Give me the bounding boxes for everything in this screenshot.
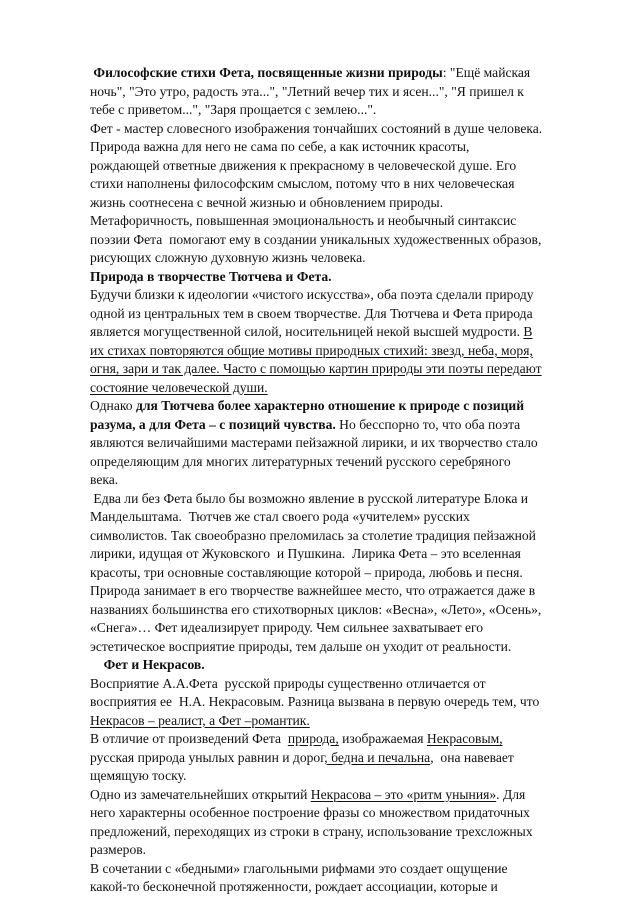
text-line (90, 841, 590, 860)
text-line (90, 675, 590, 694)
text-line (90, 490, 590, 509)
text-line (90, 656, 590, 675)
text-line (90, 360, 590, 379)
underlined-text-run: Некрасов – реалист, а Фет –романтик. (90, 712, 310, 728)
text-run: Природа занимает в его творчестве важнейшее место, что отражается даже в (90, 583, 536, 598)
text-line (90, 305, 590, 324)
text-line (90, 83, 590, 102)
text-run: эстетическое восприятие природы, тем дальше он уходит от реальности. (90, 638, 512, 654)
bold-text-run: для Тютчева более характерно отношение к природе с позиций (135, 398, 525, 413)
text-run: рисующих сложную духовную жизнь человека. (90, 250, 366, 265)
underlined-text-run: их стихах повторяются общие мотивы природных стихий: звезд, неба, моря, (90, 342, 533, 358)
bold-text-run: Философские стихи Фета, посвященные жизни природы (90, 65, 443, 80)
text-run: лирики, идущая от Жуковского и Пушкина. Лирика Фета – это вселенная (90, 546, 521, 561)
text-line (90, 767, 590, 786)
bold-text-run: Природа в творчестве Тютчева и Фета. (90, 268, 332, 284)
text-line (90, 286, 590, 305)
text-run: Фет - мастер словесного изображения тончайших состояний в душе человека. (90, 120, 543, 136)
bold-text-run: Фет и Некрасов. (90, 657, 205, 672)
text-run: названиях большинства его стихотворных циклов: «Весна», «Лето», «Осень», (90, 601, 542, 617)
text-run: него характерны особенное построение фразы со множеством придаточных (90, 805, 530, 820)
text-line (90, 120, 590, 139)
text-line (90, 730, 590, 749)
text-line (90, 342, 590, 361)
text-run: Однако (90, 398, 136, 413)
text-run: «Снега»… Фет идеализирует природу. Чем сильнее захватывает его (90, 620, 484, 635)
text-line (90, 434, 590, 453)
underlined-text-run: огня, зари и так далее. Часто с помощью картин природы эти поэты передают (90, 361, 542, 376)
text-line (90, 601, 590, 620)
text-run: : "Ещё майская (442, 65, 531, 80)
text-run: тебе с приветом...", "Заря прощается с землею...". (90, 102, 377, 117)
text-run: Метафоричность, повышенная эмоциональность и необычный синтаксис (90, 213, 517, 228)
text-line (90, 268, 590, 287)
text-line (90, 249, 590, 268)
text-line (90, 138, 590, 157)
text-line (90, 527, 590, 546)
text-run: какой-то бесконечной протяженности, рождает ассоциации, которые и (90, 879, 498, 894)
text-line (90, 212, 590, 231)
text-run: восприятия ее Н.А. Некрасовым. Разница вызвана в первую очередь тем, что (90, 694, 540, 709)
text-run: рождающей ответные движения к прекрасному в человеческой душе. Его (90, 157, 517, 173)
text-line (90, 786, 590, 805)
text-run: , она навевает (430, 749, 514, 765)
text-run: Но бесспорно то, что оба поэта (335, 416, 521, 432)
text-run: Восприятие А.А.Фета русской природы существенно отличается от (90, 675, 486, 691)
text-line (90, 379, 590, 398)
text-line (90, 823, 590, 842)
text-line (90, 749, 590, 768)
underlined-text-run: Некрасовым, (426, 731, 503, 746)
text-run: является могущественной силой, носительницей некой высшей мудрости. (90, 324, 524, 339)
underlined-text-run: Некрасова – это «ритм уныния» (310, 786, 497, 802)
text-line (90, 231, 590, 250)
text-run: В сочетании с «бедными» глагольными рифмами это создает ощущение (90, 860, 508, 876)
text-line (90, 397, 590, 416)
text-run: . Для (496, 786, 526, 802)
text-line (90, 323, 590, 342)
text-line (90, 804, 590, 823)
text-line (90, 619, 590, 638)
text-line (90, 564, 590, 583)
document-body (90, 64, 590, 897)
text-line (90, 416, 590, 435)
text-line (90, 712, 590, 731)
text-run: являются величайшими мастерами пейзажной лирики, и их творчество стало (90, 435, 538, 450)
text-run: русская природа унылых равнин и дорог (90, 749, 325, 765)
text-line (90, 453, 590, 472)
text-run: красоты, три основные составляющие которой – природа, любовь и песня. (90, 564, 523, 580)
text-line (90, 508, 590, 527)
text-run: символистов. Так своеобразно преломилась за столетие традиция пейзажной (90, 527, 536, 543)
text-run: жизнь соотнесена с вечной жизнью и обновлением природы. (90, 194, 444, 210)
text-run: предложений, переходящих из строки в страну, использование трехсложных (90, 823, 533, 839)
text-run: Природа важна для него не сама по себе, а как источник красоты, (90, 139, 470, 154)
text-run: поэзии Фета помогают ему в создании уникальных художественных образов, (90, 231, 542, 247)
text-run: В отличие от произведений Фета (90, 731, 288, 746)
text-run: определяющим для многих литературных течений русского серебряного (90, 453, 511, 469)
text-run: Едва ли без Фета было бы возможно явление в русской литературе Блока и (90, 490, 529, 506)
text-line (90, 878, 590, 897)
text-line (90, 194, 590, 213)
text-run: Мандельштама. Тютчев же стал своего рода «учителем» русских (90, 509, 470, 524)
text-run: размеров. (90, 842, 147, 857)
text-run: века. (90, 472, 119, 487)
text-run: ночь", "Это утро, радость эта...", "Летний вечер тих и ясен...", "Я пришел к (90, 83, 524, 99)
text-line (90, 64, 590, 83)
text-run: изображаемая (338, 731, 427, 746)
text-line (90, 471, 590, 490)
text-run: стихи наполнены философским смыслом, потому что в них человеческая (90, 176, 515, 191)
text-line (90, 157, 590, 176)
text-line (90, 860, 590, 879)
underlined-text-run: состояние человеческой души. (90, 379, 268, 395)
text-line (90, 101, 590, 120)
text-line (90, 693, 590, 712)
text-line (90, 582, 590, 601)
underlined-text-run: , бедна и печальна (324, 749, 431, 765)
text-line (90, 175, 590, 194)
underlined-text-run: природа, (287, 731, 339, 746)
bold-text-run: разума, а для Фета – с позиций чувства. (90, 416, 336, 432)
text-line (90, 638, 590, 657)
text-run: щемящую тоску. (90, 768, 187, 783)
text-line (90, 545, 590, 564)
text-run: Одно из замечательнейших открытий (90, 786, 311, 802)
text-run: Будучи близки к идеологии «чистого искусства», оба поэта сделали природу (90, 287, 534, 302)
text-run: одной из центральных тем в своем творчестве. Для Тютчева и Фета природа (90, 305, 533, 321)
underlined-text-run: В (523, 324, 533, 339)
